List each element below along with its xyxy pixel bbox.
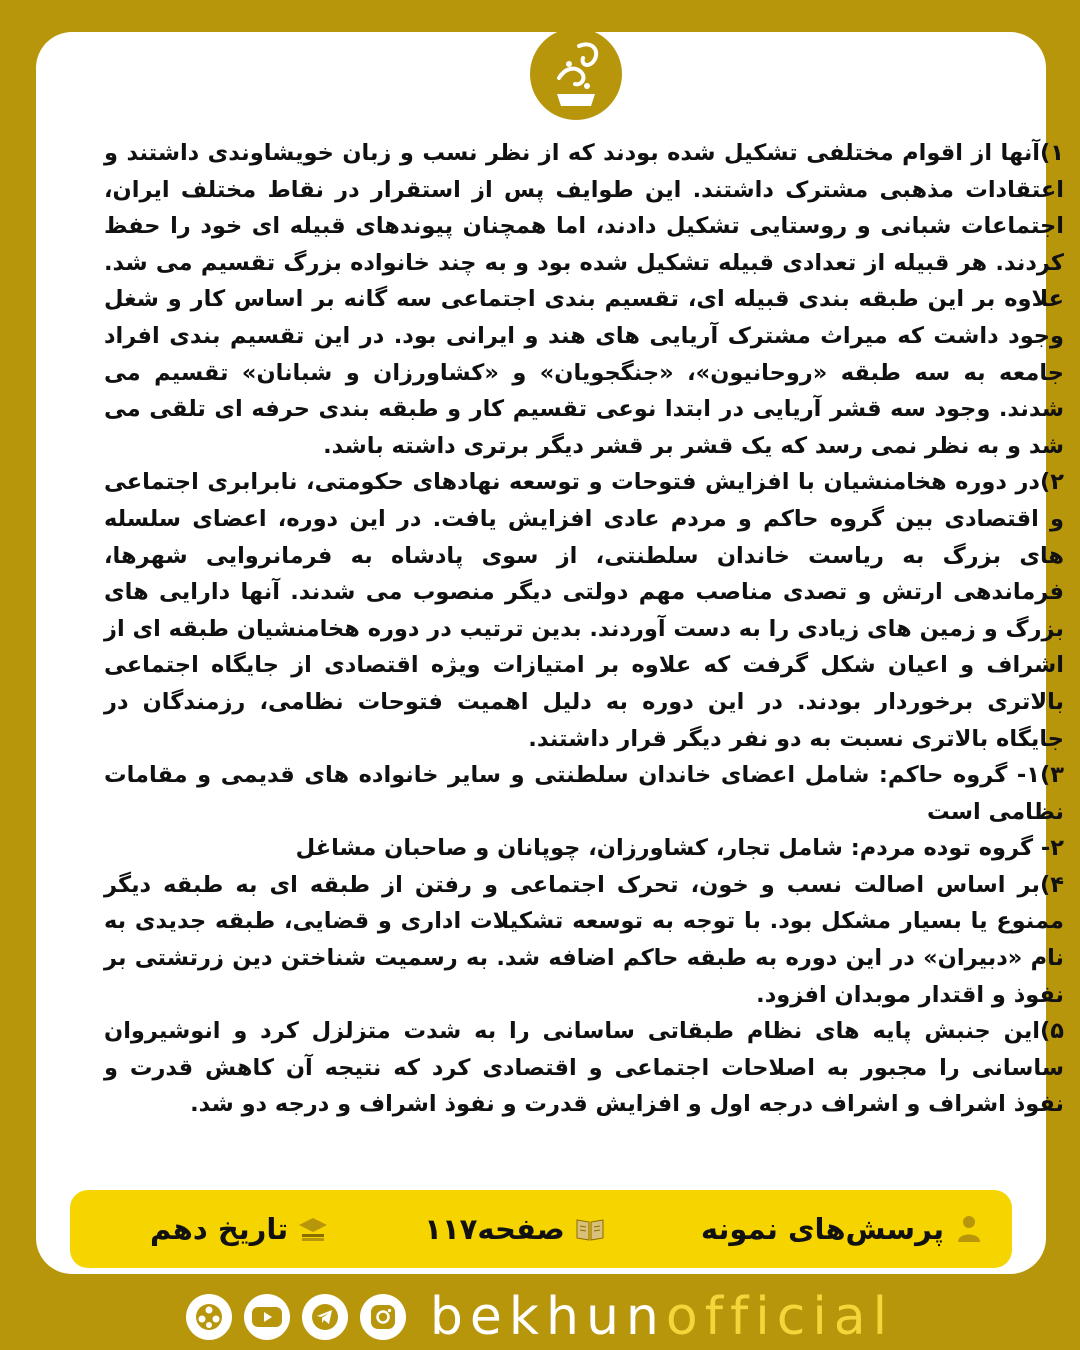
answer-paragraph-5: ۵)این جنبش پایه های نظام طبقاتی ساسانی را به شدت متزلزل کرد و انوشیروان ساسانی را مجبور به اصلاحات اجتماعی و اقتصادی کرد که نتیجه آن کاهش قدرت و نفوذ اشراف و اشراف درجه اول و افزایش قدرت و نفوذ اشراف و درجه دو شد. xyxy=(104,1018,1064,1118)
telegram-icon xyxy=(310,1302,340,1332)
content-card xyxy=(36,32,1064,1274)
answer-paragraph-3: ۳)۱- گروه حاکم: شامل اعضای خاندان سلطنتی و سایر خانواده های قدیمی و مقامات نظامی است xyxy=(104,762,1064,825)
page-number-label: صفحه۱۱۷ xyxy=(424,1212,605,1246)
instagram-icon xyxy=(368,1302,398,1332)
brand-handle-part1: bekhun xyxy=(429,1287,666,1347)
social-link-youtube[interactable] xyxy=(244,1294,290,1340)
footer-bar xyxy=(70,1190,1012,1268)
book-icon xyxy=(575,1214,605,1244)
aparat-icon xyxy=(194,1302,224,1332)
teacher-icon xyxy=(954,1214,984,1244)
brand-bar xyxy=(0,1284,1080,1350)
social-link-aparat[interactable] xyxy=(186,1294,232,1340)
brand-handle xyxy=(429,1287,895,1347)
answer-paragraph-3b: ۲- گروه توده مردم: شامل تجار، کشاورزان، چوپانان و صاحبان مشاغل xyxy=(295,835,1064,862)
bekhun-logo-icon xyxy=(541,38,611,118)
social-link-instagram[interactable] xyxy=(360,1294,406,1340)
youtube-icon xyxy=(251,1305,283,1329)
answer-text xyxy=(104,135,1064,1123)
graduation-cap-icon xyxy=(298,1214,328,1244)
logo-badge xyxy=(516,32,636,124)
answer-paragraph-4: ۴)بر اساس اصالت نسب و خون، تحرک اجتماعی و رفتن از طبقه ای به طبقه دیگر ممنوع یا بسیار مشکل بود. با توجه به توسعه تشکیلات اداری و قضایی، طبقه جدیدی به نام «دبیران» در این دوره به طبقه حاکم اضافه شد. به رسمیت شناختن دین زرتشتی بر نفوذ و اقتدار موبدان افزود. xyxy=(104,871,1064,1008)
social-link-telegram[interactable] xyxy=(302,1294,348,1340)
answer-paragraph-1: ۱)آنها از اقوام مختلفی تشکیل شده بودند که از نظر نسب و زبان خویشاوندی داشتند و اعتقادات مذهبی مشترک داشتند. این طوایف پس از استقرار در نقاط مختلف ایران، اجتماعات شبانی و روستایی تشکیل دادند، اما همچنان پیوندهای قبیله ای خود را حفظ کردند. هر قبیله از تعدادی قبیله تشکیل شده بود و به چند خانواده بزرگ تقسیم می شد. علاوه بر این طبقه بندی قبیله ای، تقسیم بندی اجتماعی سه گانه بر اساس کار و شغل وجود داشت که میراث مشترک آریایی های هند و ایرانی بود. در این تقسیم بندی افراد جامعه به سه طبقه «روحانیون»، «جنگجویان» و «کشاورزان و شبانان» تقسیم می شدند. وجود سه قشر آریایی در ابتدا نوعی تقسیم کار و طبقه بندی حرفه ای تلقی می شد و به نظر نمی رسد که یک قشر بر قشر دیگر برتری داشته باشد. xyxy=(104,140,1064,459)
sample-questions-label: پرسش‌های نمونه xyxy=(701,1212,984,1246)
subject-label: تاریخ دهم xyxy=(150,1212,328,1246)
brand-handle-part2: official xyxy=(665,1287,895,1347)
answer-paragraph-2: ۲)در دوره هخامنشیان با افزایش فتوحات و توسعه نهادهای حکومتی، نابرابری اجتماعی و اقتصادی بین گروه حاکم و مردم عادی افزایش یافت. در این دوره، اعضای سلسله های بزرگ به ریاست خاندان سلطنتی، از سوی پادشاه به فرمانروایی شهرها، فرماندهی ارتش و تصدی مناصب مهم دولتی دیگر منصوب می شدند. آنها دارایی های بزرگ و زمین های زیادی را به دست آوردند. بدین ترتیب در دوره هخامنشیان طبقه ای از اشراف و اعیان شکل گرفت که علاوه بر امتیازات ویژه اقتصادی از جایگاه اجتماعی بالاتری برخوردار بودند. در این دوره به دلیل اهمیت فتوحات نظامی، رزمندگان در جایگاه بالاتری نسبت به دو نفر دیگر قرار داشتند. xyxy=(104,469,1064,752)
